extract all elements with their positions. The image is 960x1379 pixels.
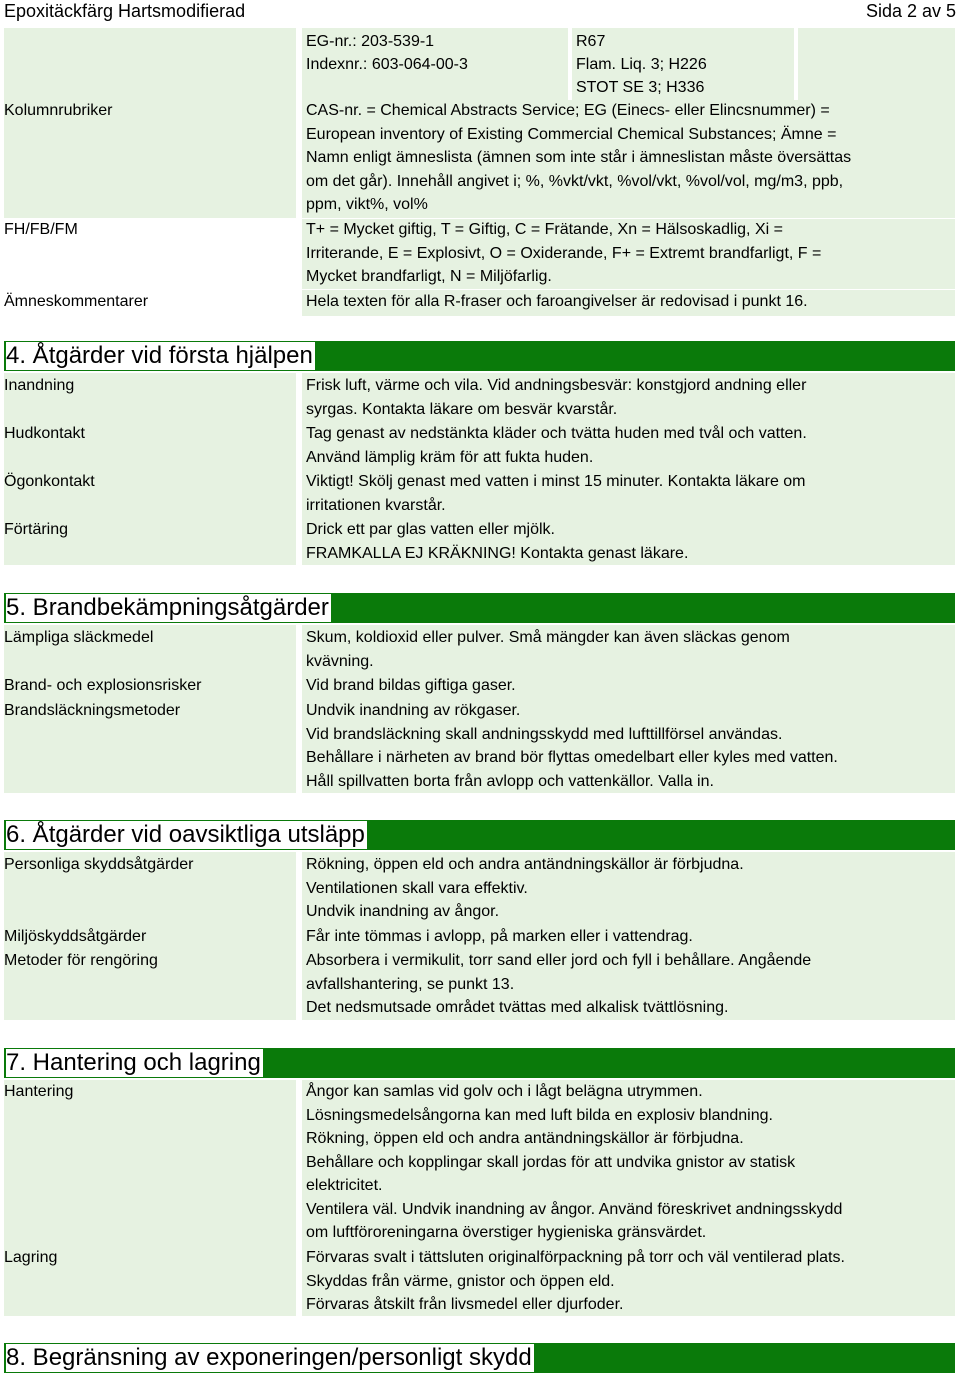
row-value: Frisk luft, värme och vila. Vid andningsbesvär: konstgjord andning eller syrgas. Kontakta läkare om besvär kvarstår.: [306, 377, 807, 418]
row-value: Ångor kan samlas vid golv och i lågt belägna utrymmen. Lösningsmedelsångorna kan med luft bilda en explosiv blandning. Rökning, öppen eld och andra antändningskällor är förbjudna. Behållare och kopplingar skall jordas för att undvika gnistor av statisk elektricitet. Ventilera väl. Undvik inandning av ångor. Använd föreskrivet andningsskydd om luftföroreningarna överstiger hygieniska gränsvärdet.: [306, 1083, 843, 1241]
row-value: Undvik inandning av rökgaser. Vid brandsläckning skall andningsskydd med lufttillförsel användas. Behållare i närheten av brand bör flyttas omedelbart eller kyles med vatten. Håll spillvatten borta från avlopp och vattenkällor. Valla in.: [306, 702, 838, 790]
row-label: Brand- och explosionsrisker: [4, 677, 202, 694]
substance-id-cell: [302, 28, 568, 100]
legend-label: Kolumnrubriker: [4, 102, 113, 119]
legend-label: FH/FB/FM: [4, 221, 78, 238]
r-phrase: R67: [576, 33, 606, 50]
row-value: Rökning, öppen eld och andra antändningskällor är förbjudna. Ventilationen skall vara effektiv. Undvik inandning av ångor.: [306, 856, 744, 920]
page-number: Sida 2 av 5: [865, 1, 956, 21]
classification-2: STOT SE 3; H336: [576, 79, 705, 96]
row-label: Ögonkontakt: [4, 473, 95, 490]
row-value: Viktigt! Skölj genast med vatten i minst 15 minuter. Kontakta läkare om irritationen kvarstår.: [306, 473, 806, 514]
row-label: Hantering: [4, 1083, 74, 1100]
classification-1: Flam. Liq. 3; H226: [576, 56, 707, 73]
row-value: Tag genast av nedstänkta kläder och tvätta huden med tvål och vatten. Använd lämplig kräm för att fukta huden.: [306, 425, 807, 466]
section-heading-5: 5. Brandbekämpningsåtgärder: [4, 593, 955, 623]
row-label: Inandning: [4, 377, 75, 394]
legend-value: CAS-nr. = Chemical Abstracts Service; EG (Einecs- eller Elincsnummer) = European inventory of Existing Commercial Chemical Substances; Ämne = Namn enligt ämneslista (ämnen som inte står i ämneslistan måste översättas om det går). Innehåll angivet i; %, %vkt/vkt, %vol/vkt, %vol/vol, mg/m3, ppb, ppm, vikt%, vol%: [306, 102, 852, 213]
row-label: Miljöskyddsåtgärder: [4, 928, 147, 945]
row-label: Hudkontakt: [4, 425, 85, 442]
row-label: Lämpliga släckmedel: [4, 629, 154, 646]
row-value: Absorbera i vermikulit, torr sand eller jord och fyll i behållare. Angående avfallshantering, se punkt 13. Det nedsmutsade området tvättas med alkalisk tvättlösning.: [306, 952, 812, 1016]
row-label: Förtäring: [4, 521, 69, 538]
section-heading-6: 6. Åtgärder vid oavsiktliga utsläpp: [4, 820, 955, 850]
legend-value: T+ = Mycket giftig, T = Giftig, C = Frätande, Xn = Hälsoskadlig, Xi = Irriterande, E = Explosivt, O = Oxiderande, F+ = Extremt brandfarligt, F = Mycket brandfarligt, N = Miljöfarlig.: [306, 221, 822, 285]
eg-number: EG-nr.: 203-539-1: [306, 33, 435, 50]
substance-cell-empty-2: [798, 28, 955, 100]
document-title: Epoxitäckfärg Hartsmodifierad: [4, 1, 246, 21]
page-header: [0, 0, 960, 26]
row-label: Metoder för rengöring: [4, 952, 158, 969]
section-heading-7: 7. Hantering och lagring: [4, 1048, 955, 1078]
row-value: Förvaras svalt i tättsluten originalförpackning på torr och väl ventilerad plats. Skyddas från värme, gnistor och öppen eld. Förvaras åtskilt från livsmedel eller djurfoder.: [306, 1249, 845, 1313]
row-label: Brandsläckningsmetoder: [4, 702, 181, 719]
legend-label: Ämneskommentarer: [4, 293, 149, 310]
row-label: Lagring: [4, 1249, 58, 1266]
substance-cell-empty: [4, 28, 296, 100]
row-value: Skum, koldioxid eller pulver. Små mängder kan även släckas genom kvävning.: [306, 629, 790, 670]
label-column-bg: [4, 1080, 296, 1316]
row-value: Får inte tömmas i avlopp, på marken eller i vattendrag.: [306, 928, 693, 945]
section-heading-4: 4. Åtgärder vid första hjälpen: [4, 341, 955, 371]
section-heading-8: 8. Begränsning av exponeringen/personligt skydd: [4, 1343, 955, 1373]
row-label: Personliga skyddsåtgärder: [4, 856, 194, 873]
legend-value: Hela texten för alla R-fraser och faroangivelser är redovisad i punkt 16.: [306, 293, 808, 310]
row-value: Vid brand bildas giftiga gaser.: [306, 677, 516, 694]
index-number: Indexnr.: 603-064-00-3: [306, 56, 468, 73]
row-value: Drick ett par glas vatten eller mjölk. FRAMKALLA EJ KRÄKNING! Kontakta genast läkare.: [306, 521, 689, 562]
classification-cell: [572, 28, 794, 100]
